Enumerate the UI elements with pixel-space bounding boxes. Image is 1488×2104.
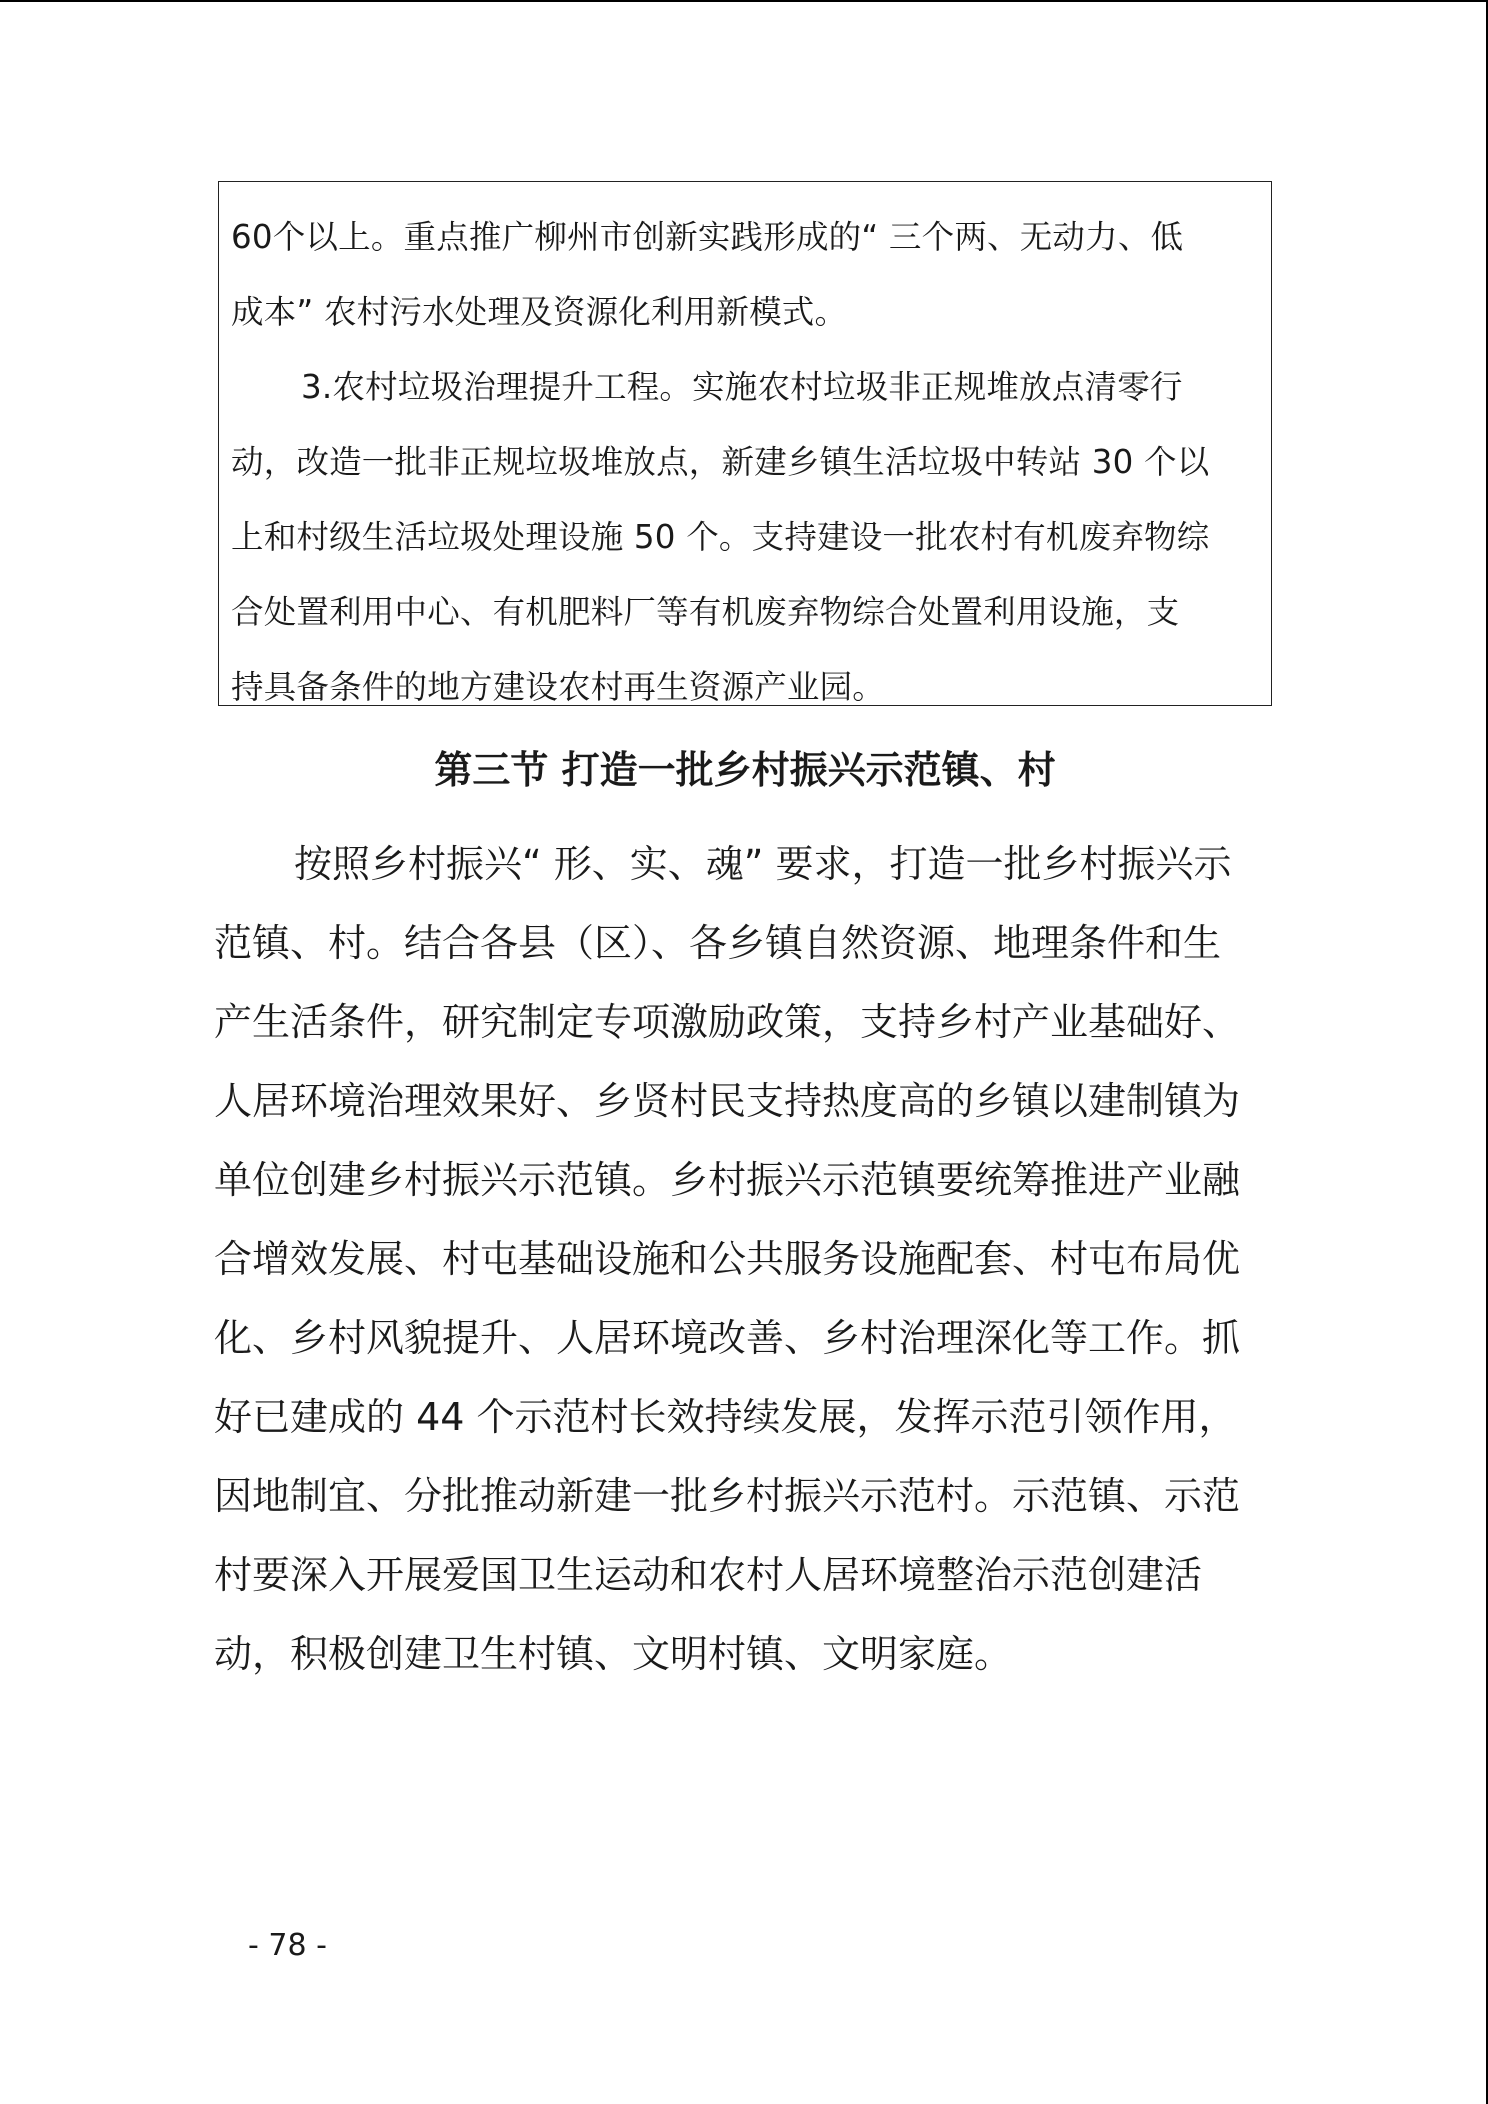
boxed-text-line: 3.农村垃圾治理提升工程。实施农村垃圾非正规堆放点清零行 — [301, 368, 1183, 406]
boxed-text-line: 合处置利用中心、有机肥料厂等有机废弃物综合处置利用设施，支 — [231, 593, 1180, 631]
section-body — [214, 825, 1284, 1694]
body-line: 合增效发展、村屯基础设施和公共服务设施配套、村屯布局优 — [214, 1237, 1241, 1281]
boxed-text-line: 成本” 农村污水处理及资源化利用新模式。 — [231, 293, 848, 331]
page-number: - 78 - — [248, 1928, 327, 1963]
section-heading: 第三节 打造一批乡村振兴示范镇、村 — [434, 748, 1056, 792]
boxed-text-line: 60个以上。重点推广柳州市创新实践形成的“ 三个两、无动力、低 — [231, 218, 1184, 256]
body-line: 村要深入开展爱国卫生运动和农村人居环境整治示范创建活 — [214, 1553, 1203, 1597]
body-line: 范镇、村。结合各县（区）、各乡镇自然资源、地理条件和生 — [214, 921, 1222, 965]
body-line: 单位创建乡村振兴示范镇。乡村振兴示范镇要统筹推进产业融 — [214, 1158, 1241, 1202]
boxed-text-line: 持具备条件的地方建设农村再生资源产业园。 — [231, 668, 886, 706]
body-line: 因地制宜、分批推动新建一批乡村振兴示范村。示范镇、示范 — [214, 1474, 1241, 1518]
boxed-text-line: 上和村级生活垃圾处理设施 50 个。支持建设一批农村有机废弃物综 — [231, 518, 1210, 556]
boxed-text-line: 动，改造一批非正规垃圾堆放点，新建乡镇生活垃圾中转站 30 个以 — [231, 443, 1210, 481]
body-line: 人居环境治理效果好、乡贤村民支持热度高的乡镇以建制镇为 — [214, 1079, 1241, 1123]
page-top-border — [0, 0, 1488, 2]
body-line: 化、乡村风貌提升、人居环境改善、乡村治理深化等工作。抓 — [214, 1316, 1241, 1360]
body-line: 按照乡村振兴“ 形、实、魂” 要求，打造一批乡村振兴示 — [294, 842, 1232, 886]
body-line: 动，积极创建卫生村镇、文明村镇、文明家庭。 — [214, 1632, 1013, 1676]
body-line: 产生活条件，研究制定专项激励政策，支持乡村产业基础好、 — [214, 1000, 1241, 1044]
boxed-text-panel — [218, 181, 1272, 706]
body-line: 好已建成的 44 个示范村长效持续发展，发挥示范引领作用， — [214, 1395, 1237, 1439]
